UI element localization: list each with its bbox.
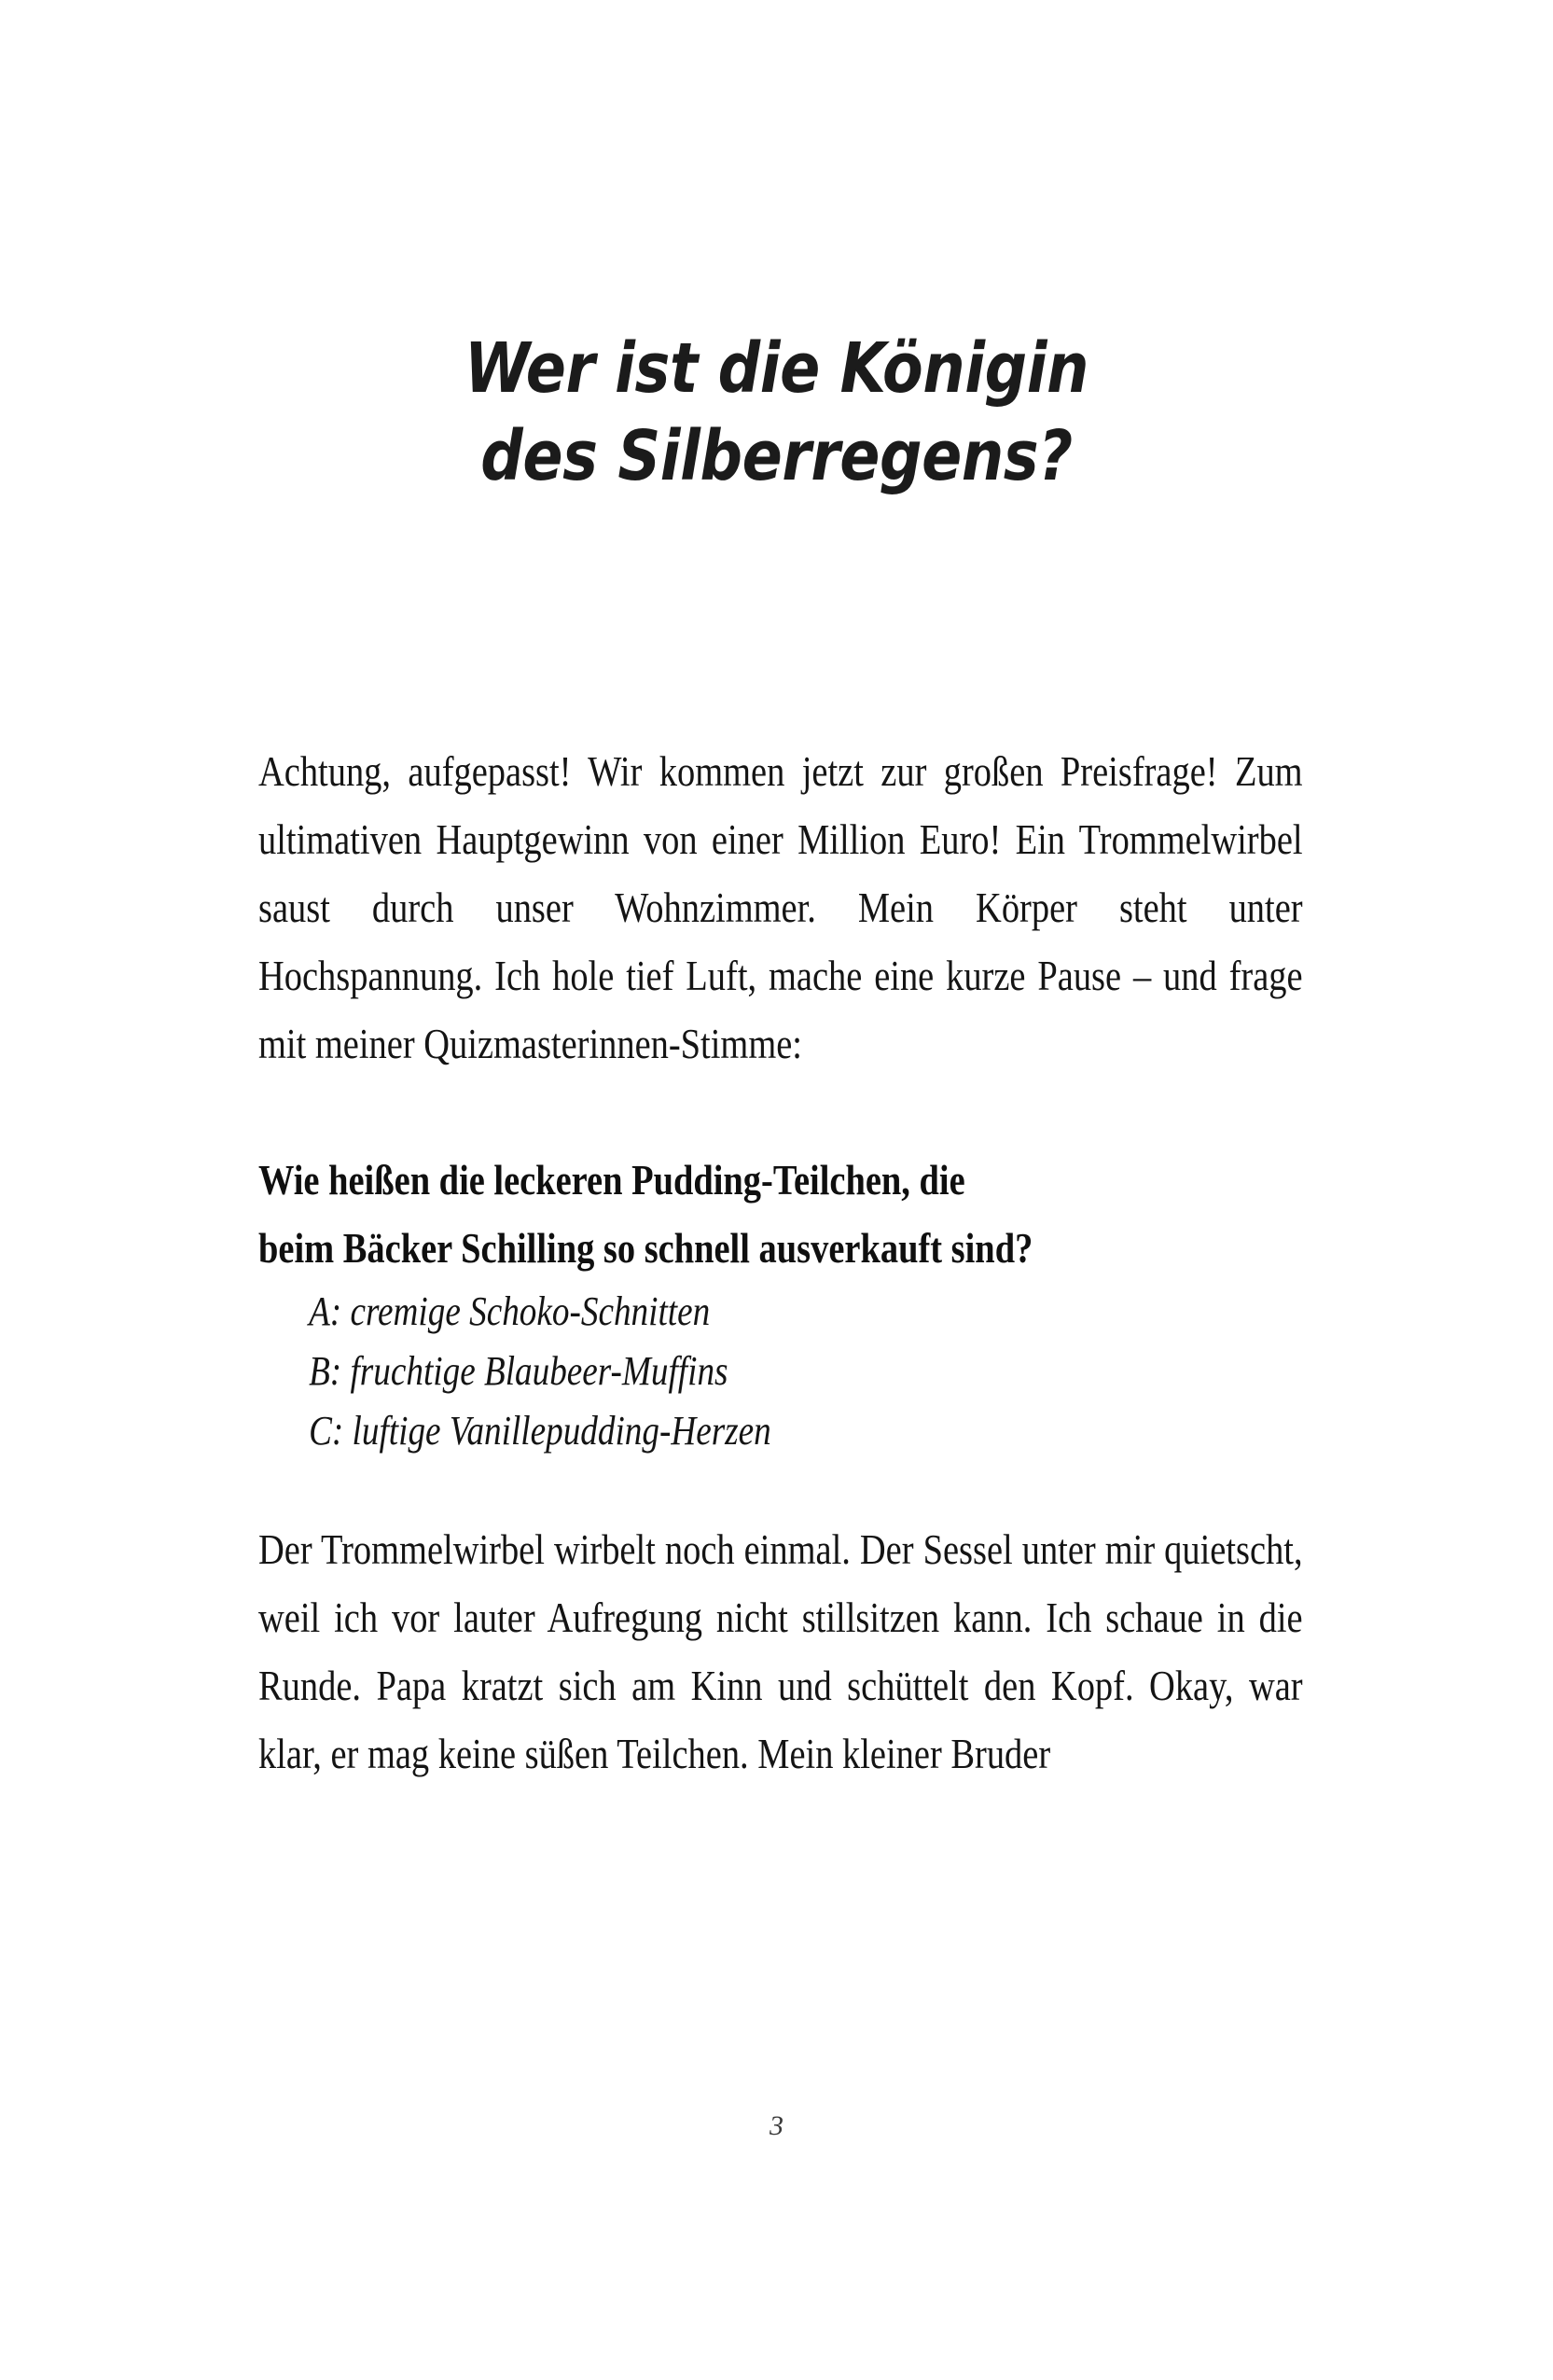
quiz-question-line-2: beim Bäcker Schilling so schnell ausverkauft sind?: [258, 1224, 1033, 1272]
paragraph-closing: Der Trommelwirbel wirbelt noch einmal. Der Sessel unter mir quietscht, weil ich vor lauter Aufregung nicht stillsitzen kann. Ich schaue in die Runde. Papa kratzt sich am Kinn und schüttelt den Kopf. Okay, war klar, er mag keine süßen Teilchen. Mein kleiner Bruder: [258, 1525, 1303, 1777]
options-spacer: [258, 1461, 1303, 1515]
chapter-title: [109, 325, 1445, 500]
quiz-option-b: B: fruchtige Blaubeer-Muffins: [309, 1348, 728, 1394]
quiz-question: [258, 1146, 1303, 1282]
quiz-question-line-1: Wie heißen die leckeren Pudding-Teilchen, die: [258, 1156, 965, 1204]
paragraph-spacer: [258, 1078, 1303, 1146]
quiz-option-c: C: luftige Vanillepudding-Herzen: [309, 1408, 771, 1454]
chapter-title-line-2: des Silberregens?: [480, 415, 1073, 496]
page-number: 3: [770, 2110, 783, 2141]
paragraph-intro: Achtung, aufgepasst! Wir kommen jetzt zur großen Preisfrage! Zum ultimativen Hauptgewinn von einer Million Euro! Ein Trommelwirbel saust durch unser Wohnzimmer. Mein Körper steht unter Hochspannung. Ich hole tief Luft, mache eine kurze Pause – und frage mit meiner Quizmasterinnen-Stimme:: [258, 747, 1303, 1067]
quiz-options: [258, 1282, 1303, 1461]
chapter-title-line-1: Wer ist die Königin: [465, 327, 1088, 409]
text-column: [258, 737, 1303, 1788]
quiz-option-a: A: cremige Schoko-Schnitten: [309, 1288, 711, 1334]
